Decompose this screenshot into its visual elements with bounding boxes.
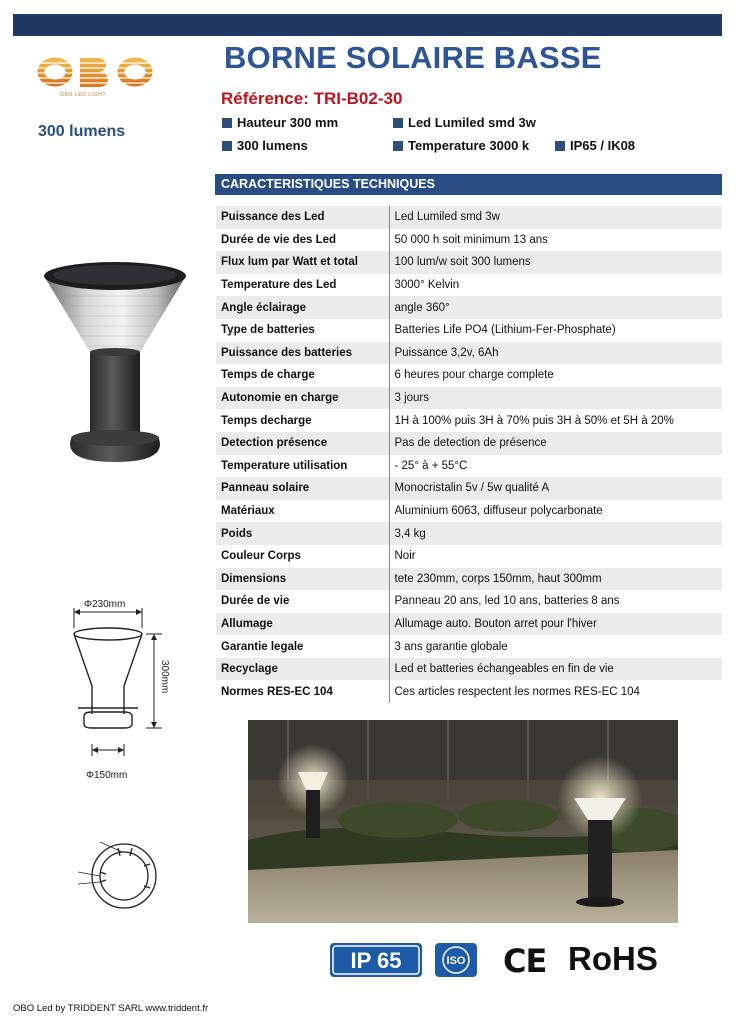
ip-rating-text: IP 65	[350, 948, 402, 973]
page-title: BORNE SOLAIRE BASSE	[224, 40, 602, 75]
spec-label: Panneau solaire	[216, 477, 389, 500]
bullet-square-icon	[222, 141, 232, 151]
top-banner-bar	[13, 14, 722, 36]
specs-table	[216, 206, 722, 703]
spec-label: Detection présence	[216, 432, 389, 455]
table-row	[216, 455, 722, 478]
spec-label: Temps de charge	[216, 364, 389, 387]
iso-badge	[435, 943, 477, 977]
spec-value: 1H à 100% puis 3H à 70% puis 3H à 50% et 5H à 20%	[389, 409, 722, 432]
spec-value: 3,4 kg	[389, 522, 722, 545]
base-diameter-label: Φ150mm	[86, 770, 128, 781]
feature-text: IP65 / IK08	[570, 138, 636, 153]
spec-label: Garantie legale	[216, 635, 389, 658]
spec-value: - 25° à + 55°C	[389, 455, 722, 478]
spec-value: 3 ans garantie globale	[389, 635, 722, 658]
spec-label: Matériaux	[216, 500, 389, 523]
table-row	[216, 296, 722, 319]
bullet-square-icon	[555, 141, 565, 151]
iso-text: ISO	[446, 955, 466, 967]
spec-label: Dimensions	[216, 568, 389, 591]
spec-value: Batteries Life PO4 (Lithium-Fer-Phosphate)	[389, 319, 722, 342]
top-diameter-label: Φ230mm	[84, 599, 126, 610]
spec-label: Temperature utilisation	[216, 455, 389, 478]
spec-value: Pas de detection de présence	[389, 432, 722, 455]
dimension-drawing	[58, 598, 180, 784]
table-row	[216, 590, 722, 613]
spec-label: Allumage	[216, 613, 389, 636]
spec-label: Recyclage	[216, 658, 389, 681]
spec-value: 100 lum/w soit 300 lumens	[389, 251, 722, 274]
spec-value: Ces articles respectent les normes RES-EC 104	[389, 680, 722, 703]
table-row	[216, 251, 722, 274]
table-row	[216, 229, 722, 252]
spec-label: Flux lum par Watt et total	[216, 251, 389, 274]
bullet-square-icon	[393, 118, 403, 128]
table-row	[216, 274, 722, 297]
spec-value: Led Lumiled smd 3w	[389, 206, 722, 229]
spec-label: Couleur Corps	[216, 545, 389, 568]
feature-lumens	[222, 138, 308, 153]
spec-value: 50 000 h soit minimum 13 ans	[389, 229, 722, 252]
garden-scene-image	[248, 720, 678, 923]
feature-temperature	[393, 138, 529, 153]
spec-label: Puissance des batteries	[216, 342, 389, 365]
table-row	[216, 477, 722, 500]
table-row	[216, 613, 722, 636]
table-row	[216, 500, 722, 523]
spec-value: tete 230mm, corps 150mm, haut 300mm	[389, 568, 722, 591]
specs-heading: CARACTERISTIQUES TECHNIQUES	[215, 174, 722, 195]
table-row	[216, 680, 722, 703]
spec-label: Durée de vie des Led	[216, 229, 389, 252]
product-image	[40, 254, 190, 472]
feature-height	[222, 115, 338, 130]
bullet-square-icon	[222, 118, 232, 128]
table-row	[216, 635, 722, 658]
top-view-drawing	[70, 836, 162, 912]
table-row	[216, 409, 722, 432]
feature-text: 300 lumens	[237, 138, 308, 153]
installation-photo	[248, 720, 678, 923]
product-reference: Référence: TRI-B02-30	[221, 89, 403, 108]
table-row	[216, 206, 722, 229]
feature-ip-rating	[555, 138, 635, 153]
spec-value: angle 360°	[389, 296, 722, 319]
rohs-mark: RoHS	[568, 940, 658, 977]
bullet-square-icon	[393, 141, 403, 151]
spec-label: Durée de vie	[216, 590, 389, 613]
ce-mark: CE	[503, 942, 547, 980]
spec-label: Poids	[216, 522, 389, 545]
spec-value: Noir	[389, 545, 722, 568]
feature-led	[393, 115, 536, 130]
spec-label: Normes RES-EC 104	[216, 680, 389, 703]
spec-value: 3 jours	[389, 387, 722, 410]
table-row	[216, 568, 722, 591]
spec-label: Type de batteries	[216, 319, 389, 342]
table-row	[216, 342, 722, 365]
spec-value: Allumage auto. Bouton arret pour l'hiver	[389, 613, 722, 636]
table-row	[216, 658, 722, 681]
table-row	[216, 387, 722, 410]
spec-value: Puissance 3,2v, 6Ah	[389, 342, 722, 365]
spec-value: Panneau 20 ans, led 10 ans, batteries 8 ans	[389, 590, 722, 613]
spec-label: Puissance des Led	[216, 206, 389, 229]
table-row	[216, 432, 722, 455]
spec-label: Angle éclairage	[216, 296, 389, 319]
spec-label: Autonomie en charge	[216, 387, 389, 410]
ip65-badge	[330, 943, 422, 977]
footer-text: OBO Led by TRIDDENT SARL www.triddent.fr	[13, 1003, 209, 1014]
spec-value: Aluminium 6063, diffuseur polycarbonate	[389, 500, 722, 523]
height-label: 300mm	[159, 660, 170, 694]
feature-text: Led Lumiled smd 3w	[408, 115, 536, 130]
feature-text: Temperature 3000 k	[408, 138, 530, 153]
table-row	[216, 545, 722, 568]
spec-value: Monocristalin 5v / 5w qualité A	[389, 477, 722, 500]
lumens-label: 300 lumens	[38, 123, 126, 140]
spec-value: Led et batteries échangeables en fin de vie	[389, 658, 722, 681]
table-row	[216, 364, 722, 387]
logo-subtitle: OBO LED LIGHT	[60, 92, 107, 98]
table-row	[216, 319, 722, 342]
spec-value: 3000° Kelvin	[389, 274, 722, 297]
feature-text: Hauteur 300 mm	[237, 115, 339, 130]
table-row	[216, 522, 722, 545]
spec-label: Temps decharge	[216, 409, 389, 432]
spec-value: 6 heures pour charge complete	[389, 364, 722, 387]
spec-label: Temperature des Led	[216, 274, 389, 297]
